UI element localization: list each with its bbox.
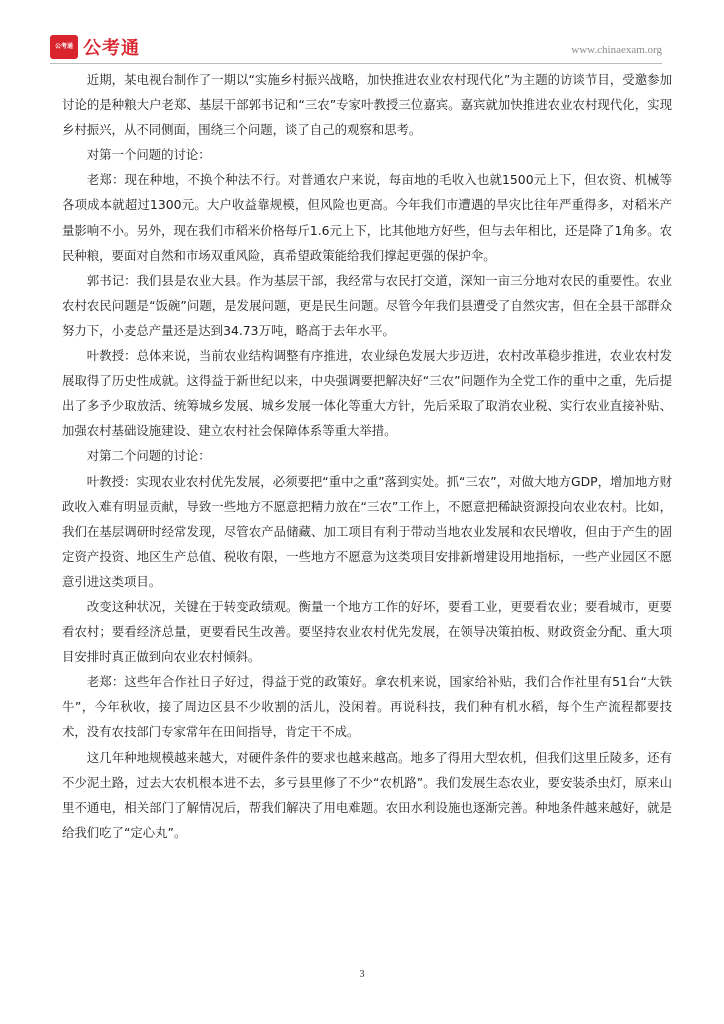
paragraph-intro: 近期，某电视台制作了一期以“实施乡村振兴战略，加快推进农业农村现代化”为主题的访谈节目，受邀参加讨论的是种粮大户老郑、基层干部郭书记和“三农”专家叶教授三位嘉宾。嘉宾就加快推进农业农村现代化，实现乡村振兴，从不同侧面，围绕三个问题，谈了自己的观察和思考。: [62, 72, 672, 138]
logo[interactable]: [50, 34, 140, 60]
logo-text: 公考通: [83, 38, 140, 59]
paragraph-guo-shuji: 郭书记：我们县是农业大县。作为基层干部，我经常与农民打交道，深知一亩三分地对农民的重要性。农业农村农民问题是“饭碗”问题，是发展问题，更是民生问题。尽管今年我们县遭受了自然灾害，但在全县干部群众努力下，小麦总产量还是达到34.73万吨，略高于去年水平。: [62, 272, 672, 338]
section-heading-question-2: 对第二个问题的讨论：: [86, 448, 211, 464]
page-number: 3: [359, 969, 365, 980]
header-divider: [50, 63, 662, 64]
paragraph-lao-zheng-3: 这几年种地规模越来越大，对硬件条件的要求也越来越高。地多了得用大型农机，但我们这里丘陵多，还有不少泥土路，过去大农机根本进不去，多亏县里修了不少“农机路”。我们发展生态农业，要安装杀虫灯，原来山里不通电，相关部门了解情况后，帮我们解决了用电难题。农田水利设施也逐渐完善。种地条件越来越好，就是给我们吃了“定心丸”。: [62, 749, 672, 840]
paragraph-ye-jiaoshou-3: 改变这种状况，关键在于转变政绩观。衡量一个地方工作的好坏，要看工业，更要看农业；要看城市，更要看农村；要看经济总量，更要看民生改善。要坚持农业农村优先发展，在领导决策拍板、财政资金分配、重大项目安排时真正做到向农业农村倾斜。: [62, 598, 672, 665]
paragraph-lao-zheng-1: 老郑：现在种地，不换个种法不行。对普通农户来说，每亩地的毛收入也就1500元上下，但农资、机械等各项成本就超过1300元。大户收益靠规模，但风险也更高。今年我们市遭遇的旱灾比往年严重得多，对稻米产量影响不小。另外，现在我们市稻米价格每斤1.6元上下，比其他地方好些，但与去年相比，还是降了1角多。农民种粮，要面对自然和市场双重风险，真希望政策能给我们撑起更强的保护伞。: [62, 172, 672, 263]
section-heading-question-1: 对第一个问题的讨论：: [86, 147, 211, 163]
site-url[interactable]: www.chinaexam.org: [571, 44, 662, 56]
paragraph-ye-jiaoshou-2: 叶教授：实现农业农村优先发展，必须要把“重中之重”落到实处。抓“三农”，对做大地方GDP，增加地方财政收入难有明显贡献，导致一些地方不愿意把精力放在“三农”工作上，不愿意把稀缺资源投向农业农村。比如，我们在基层调研时经常发现，尽管农产品储藏、加工项目有利于带动当地农业发展和农民增收，但由于产生的固定资产投资、地区生产总值、税收有限，一些地方不愿意为这类项目安排新增建设用地指标，一些产业园区不愿意引进这类项目。: [62, 473, 672, 589]
logo-badge: 公考通: [50, 35, 78, 59]
paragraph-lao-zheng-2: 老郑：这些年合作社日子好过，得益于党的政策好。拿农机来说，国家给补贴，我们合作社里有51台“大铁牛”，今年秋收，接了周边区县不少收割的活儿，没闲着。再说科技，我们种有机水稻，每个生产流程都要技术，没有农技部门专家常年在田间指导，肯定干不成。: [62, 674, 672, 740]
paragraph-ye-jiaoshou-1: 叶教授：总体来说，当前农业结构调整有序推进，农业绿色发展大步迈进，农村改革稳步推进，农业农村发展取得了历史性成就。这得益于新世纪以来，中央强调要把解决好“三农”问题作为全党工作的重中之重，先后提出了多予少取放活、统筹城乡发展、城乡发展一体化等重大方针，先后采取了取消农业税、实行农业直接补贴、加强农村基础设施建设、建立农村社会保障体系等重大举措。: [62, 348, 672, 439]
document-body: [62, 67, 672, 845]
page-header: [50, 30, 662, 64]
